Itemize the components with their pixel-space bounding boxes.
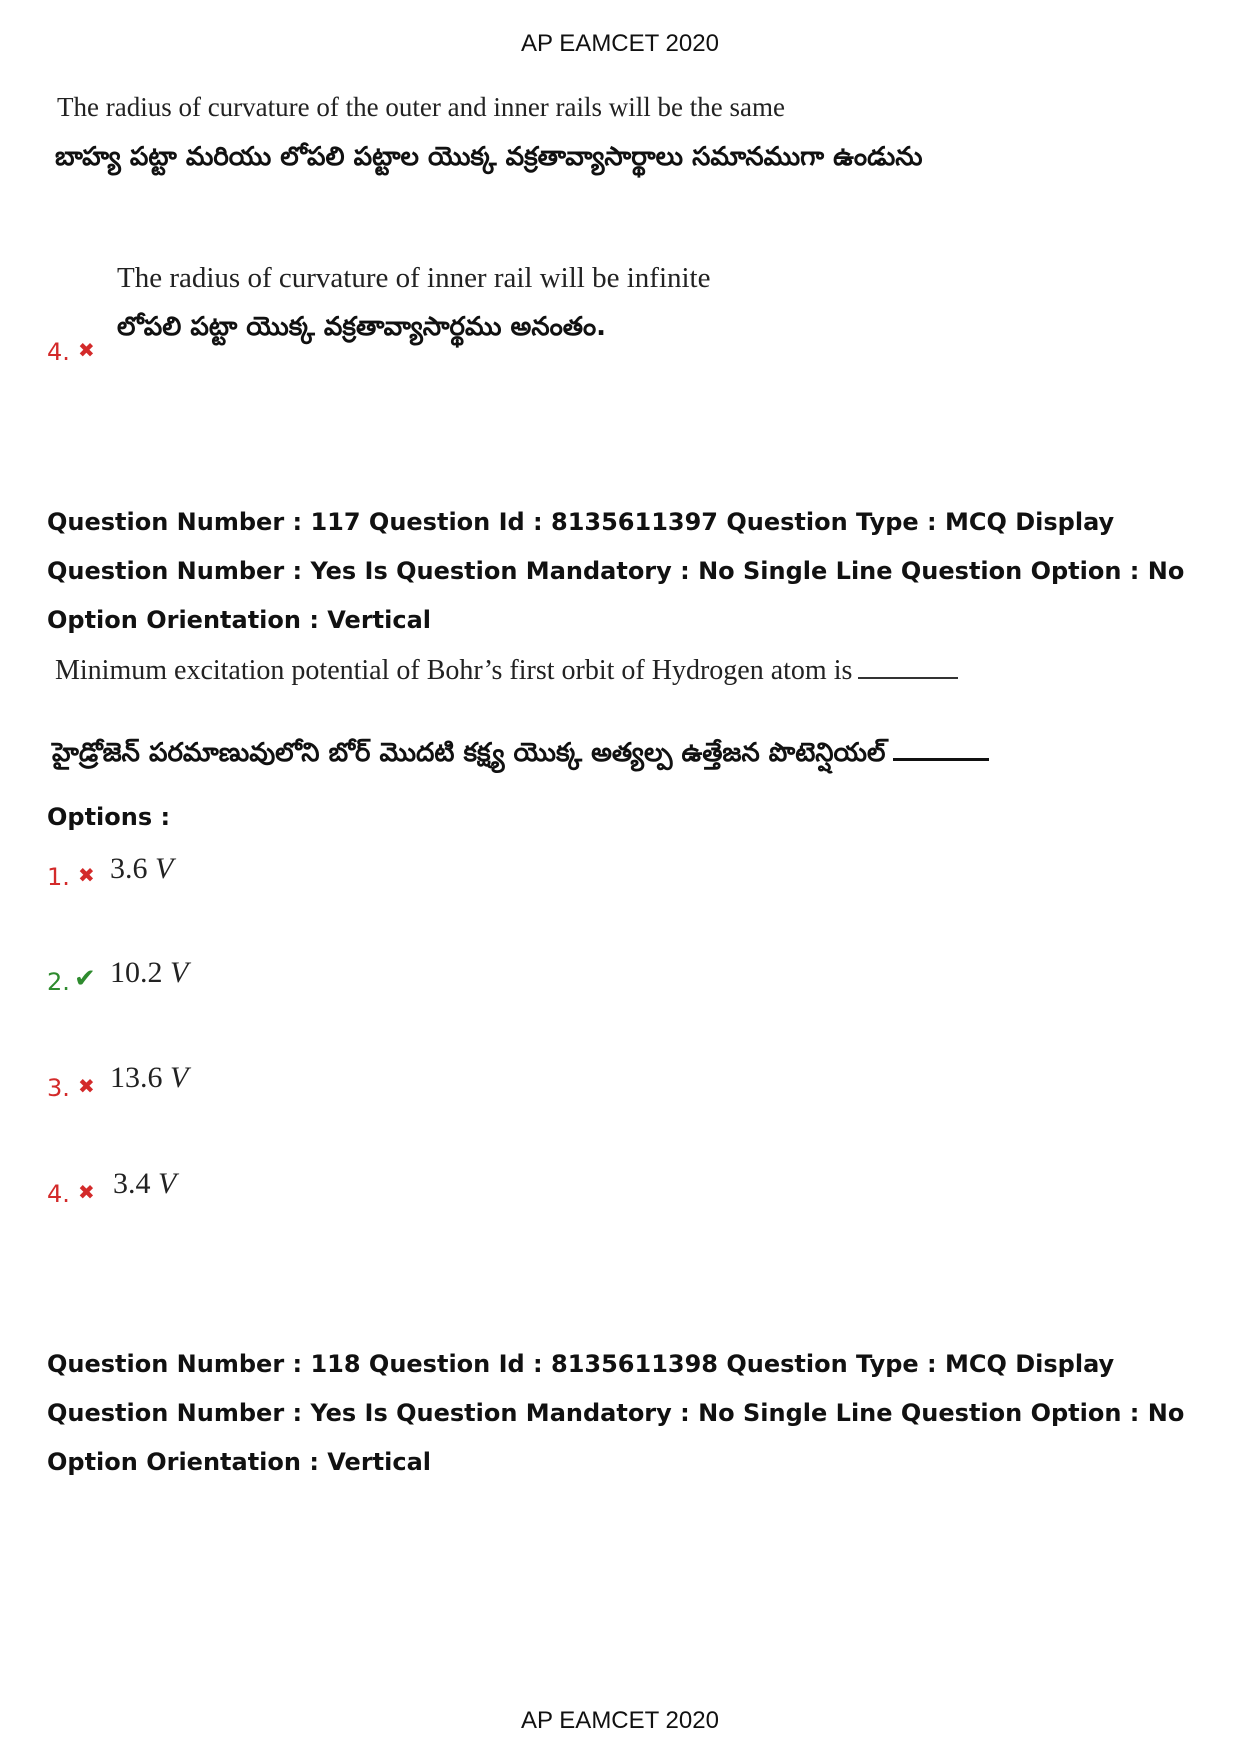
option-4-unit: V xyxy=(158,1167,177,1200)
prev-option-4-number: 4. xyxy=(47,338,70,366)
option-3-number: 3. xyxy=(47,1074,70,1102)
check-icon: ✔ xyxy=(74,964,96,994)
option-4-value xyxy=(113,1167,176,1201)
cross-icon: ✖ xyxy=(78,1180,95,1204)
prev-option-4-english: The radius of curvature of inner rail will be infinite xyxy=(117,262,711,294)
option-4-number: 4. xyxy=(47,1180,70,1208)
answer-blank xyxy=(858,676,958,679)
question-117-english-text: Minimum excitation potential of Bohr’s first orbit of Hydrogen atom is xyxy=(55,655,853,686)
cross-icon: ✖ xyxy=(78,338,95,362)
prev-option-3-telugu: బాహ్య పట్టా మరియు లోపలి పట్టాల యొక్క వక్రతావ్యాసార్థాలు సమానముగా ఉండును xyxy=(55,142,923,172)
option-2-value xyxy=(110,956,188,990)
cross-icon: ✖ xyxy=(78,863,95,887)
answer-blank-telugu xyxy=(893,757,989,761)
option-2-number: 2. xyxy=(47,968,70,996)
option-1-number: 1. xyxy=(47,863,70,891)
option-3-unit: V xyxy=(170,1061,189,1094)
page-header: AP EAMCET 2020 xyxy=(521,30,719,57)
option-3-value xyxy=(110,1061,188,1095)
question-117-meta: Question Number : 117 Question Id : 8135611397 Question Type : MCQ Display Question Number : Yes Is Question Mandatory : No Single Line Question Option : No Option Orientation : Vertical xyxy=(47,508,1185,634)
prev-option-3-english: The radius of curvature of the outer and inner rails will be the same xyxy=(57,92,785,122)
question-117-text-english xyxy=(55,655,958,687)
option-2-unit: V xyxy=(170,956,189,989)
option-2-number-value: 10.2 xyxy=(110,956,163,989)
question-117-telugu-text: హైడ్రోజెన్ పరమాణువులోని బోర్ మొదటి కక్ష్య యొక్క అత్యల్ప ఉత్తేజన పొటెన్షియల్ xyxy=(52,738,886,768)
option-1-value xyxy=(110,852,173,886)
option-1-unit: V xyxy=(155,852,174,885)
cross-icon: ✖ xyxy=(78,1074,95,1098)
question-118-meta: Question Number : 118 Question Id : 8135611398 Question Type : MCQ Display Question Number : Yes Is Question Mandatory : No Single Line Question Option : No Option Orientation : Vertical xyxy=(47,1350,1185,1476)
option-3-number-value: 13.6 xyxy=(110,1061,163,1094)
question-117-text-telugu xyxy=(52,738,989,774)
page-footer: AP EAMCET 2020 xyxy=(521,1707,719,1734)
option-1-number-value: 3.6 xyxy=(110,852,148,885)
options-label: Options : xyxy=(47,803,171,831)
option-4-number-value: 3.4 xyxy=(113,1167,151,1200)
prev-option-4-telugu: లోపలి పట్టా యొక్క వక్రతావ్యాసార్థము అనంతం. xyxy=(117,312,607,342)
